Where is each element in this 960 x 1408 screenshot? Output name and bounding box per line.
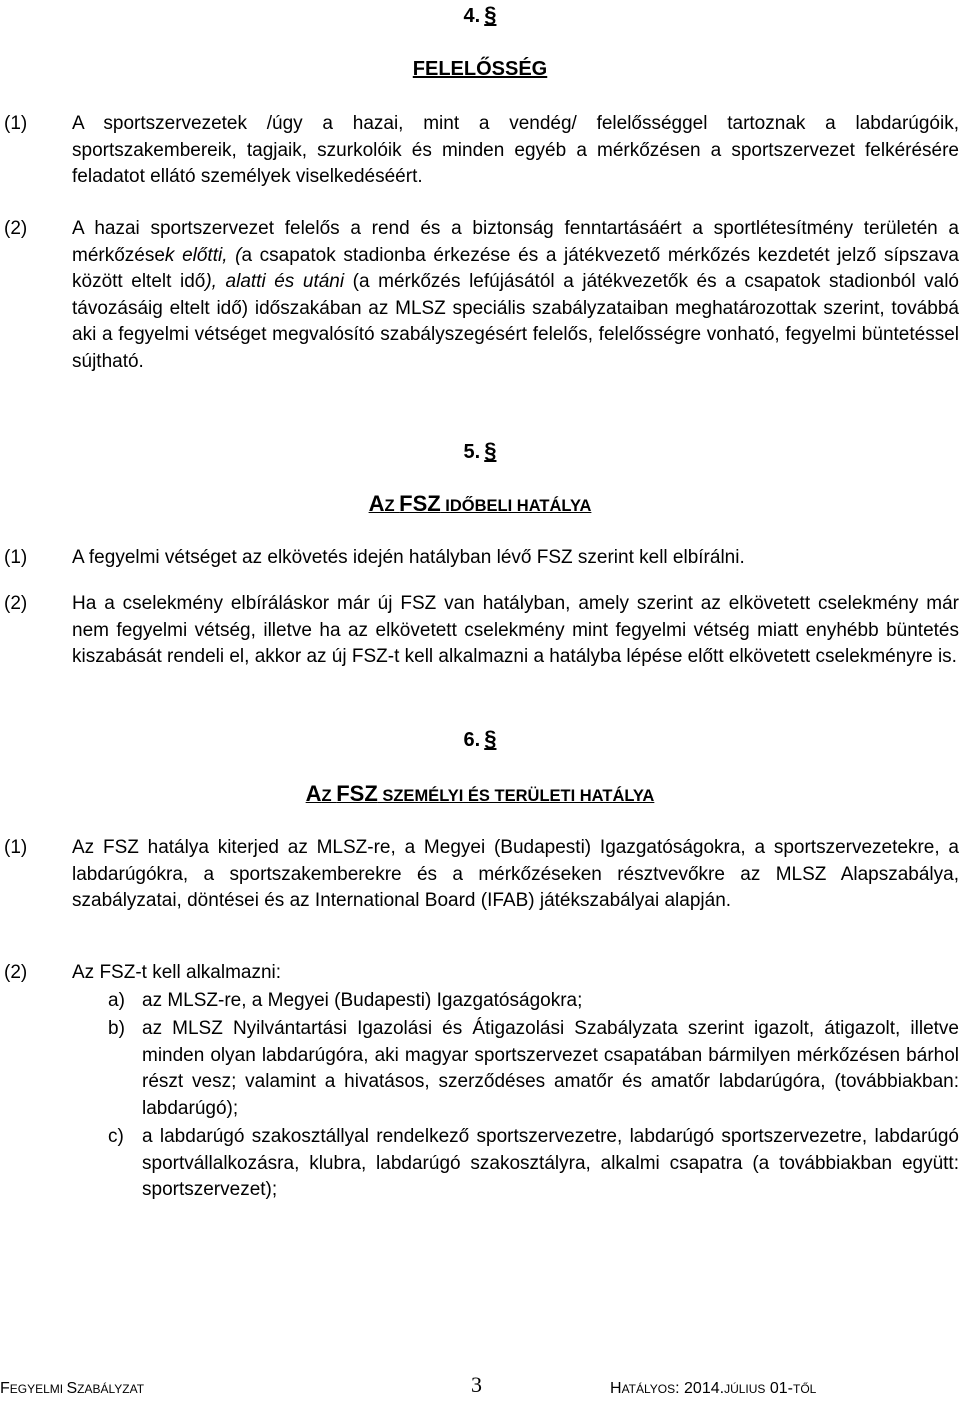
- section-4-paragraph-2: [4, 216, 959, 375]
- section-4-number: [0, 2, 960, 28]
- footer-title: [0, 1380, 144, 1398]
- title-run: FSZ: [399, 491, 441, 516]
- footer-run: 01-: [765, 1380, 793, 1397]
- paragraph-text: Az FSZ hatálya kiterjed az MLSZ-re, a Megyei (Budapesti) Igazgatóságokra, a sportszervezetekre, a labdarúgókra, a sportszakemberekre és a mérkőzéseken résztvevőkre az MLSZ Alapszabálya, szabályzatai, döntései és az International Board (IFAB) játékszabályai alapján.: [72, 837, 959, 911]
- paragraph-number: (2): [4, 218, 28, 239]
- footer-run: : 2014.: [675, 1380, 725, 1397]
- text-run: a csapatok stadionba érkezése és a játékvezető mérkőzés kezdetét jelző sípszava között eltelt idő: [72, 244, 959, 292]
- paragraph-number: (2): [4, 593, 28, 614]
- list-item-b: [108, 1016, 959, 1122]
- footer-run: ATÁLYOS: [621, 1382, 676, 1396]
- paragraph-sign: §: [484, 726, 497, 751]
- list-item-letter: a): [108, 990, 125, 1011]
- section-6-number: [0, 726, 960, 752]
- footer-run: ZABÁLYZAT: [77, 1382, 145, 1396]
- section-6-paragraph-2: [4, 960, 959, 987]
- paragraph-text: Az FSZ-t kell alkalmazni:: [72, 962, 282, 983]
- title-run: A: [368, 491, 385, 516]
- section-number: 5.: [463, 441, 481, 463]
- section-6-paragraph-1: [4, 835, 959, 915]
- text-run: A hazai sportszervezet felelős a rend és a biztonság fenntartásáért a sportlétesítmény területén a mérkőzése: [72, 218, 959, 266]
- list-item-letter: c): [108, 1126, 124, 1147]
- footer-run: H: [610, 1380, 622, 1397]
- paragraph-number: (1): [4, 113, 28, 134]
- list-item-text: a labdarúgó szakosztállyal rendelkező sportszervezetre, labdarúgó sportszervezetre, labdarúgó sportvállalkozásra, klubra, labdarúgó szakosztályra, alkalmi csapatra (a továbbiakban együtt: sportszervezet);: [142, 1126, 959, 1200]
- paragraph-number: (1): [4, 547, 28, 568]
- title-run: FSZ: [336, 781, 378, 806]
- section-4-title: FELELŐSSÉG: [412, 58, 548, 80]
- paragraph-text: A sportszervezetek /úgy a hazai, mint a vendég/ felelősséggel tartoznak a labdarúgóik, sportszakembereik, tagjaik, szurkolóik és minden egyéb a mérkőzésen a sportszervezet felkérésére feladatot ellátó személyek viselkedéséért.: [72, 113, 959, 187]
- footer-run: TŐL: [793, 1382, 817, 1396]
- section-5-number: [0, 438, 960, 464]
- title-run: SZEMÉLYI ÉS TERÜLETI HATÁLYA: [377, 787, 655, 805]
- paragraph-sign: §: [484, 438, 497, 463]
- list-item-text: az MLSZ-re, a Megyei (Budapesti) Igazgatóságokra;: [142, 990, 583, 1011]
- italic-run: k előtti, (: [164, 244, 242, 266]
- paragraph-text: A fegyelmi vétséget az elkövetés idején hatályban lévő FSZ szerint kell elbírálni.: [72, 547, 745, 568]
- footer-run: S: [66, 1380, 78, 1397]
- section-5-title: [0, 491, 960, 517]
- section-6-title: [0, 781, 960, 807]
- section-4-paragraph-1: [4, 111, 959, 191]
- section-number: 4.: [463, 5, 481, 27]
- title-run: IDŐBELI HATÁLYA: [440, 497, 592, 515]
- paragraph-number: (1): [4, 837, 28, 858]
- paragraph-sign: §: [484, 2, 497, 27]
- footer-run: EGYELMI: [9, 1382, 67, 1396]
- list-item-c: [108, 1124, 959, 1204]
- title-run: A: [305, 781, 322, 806]
- list-item-letter: b): [108, 1018, 125, 1039]
- footer-run: F: [0, 1380, 10, 1397]
- list-item-text: az MLSZ Nyilvántartási Igazolási és Átigazolási Szabályzata szerint igazolt, átigazolt, illetve minden olyan labdarúgóra, aki magyar sportszervezet csapatában bármilyen mérkőzésen bárhol részt vesz; valamint a hivatásos, szerződéses amatőr és amatőr labdarúgóra, (továbbiakban: labdarúgó);: [142, 1018, 959, 1119]
- page-number: 3: [471, 1372, 482, 1397]
- paragraph-text: Ha a cselekmény elbíráláskor már új FSZ van hatályban, amely szerint az elkövetett cselekmény már nem fegyelmi vétség, illetve ha az elkövetett cselekmény mint fegyelmi vétség miatt enyhébb büntetés kiszabását rendeli el, akkor az új FSZ-t kell alkalmazni a hatályba lépése előtt elkövetett cselekményre is.: [72, 593, 959, 667]
- section-5-paragraph-1: [4, 545, 959, 572]
- list-item-a: [108, 988, 959, 1015]
- paragraph-text: [72, 216, 959, 375]
- title-run: Z: [384, 497, 400, 515]
- section-number: 6.: [463, 729, 481, 751]
- italic-run: ), alatti és utáni: [205, 271, 345, 292]
- section-5-paragraph-2: [4, 591, 959, 671]
- title-run: Z: [321, 787, 337, 805]
- paragraph-number: (2): [4, 962, 28, 983]
- footer-run: JÚLIUS: [724, 1382, 766, 1396]
- text-run: (a mérkőzés lefújásától a játékvezetők és a csapatok stadionból való távozásáig eltelt idő) időszakában az MLSZ speciális szabályzataiban meghatározottak szerint, továbbá aki a fegyelmi vétséget megvalósító szabályszegésért felelős, felelősségre vonható, fegyelmi büntetéssel sújtható.: [72, 271, 960, 372]
- footer-effective-date: [610, 1380, 816, 1398]
